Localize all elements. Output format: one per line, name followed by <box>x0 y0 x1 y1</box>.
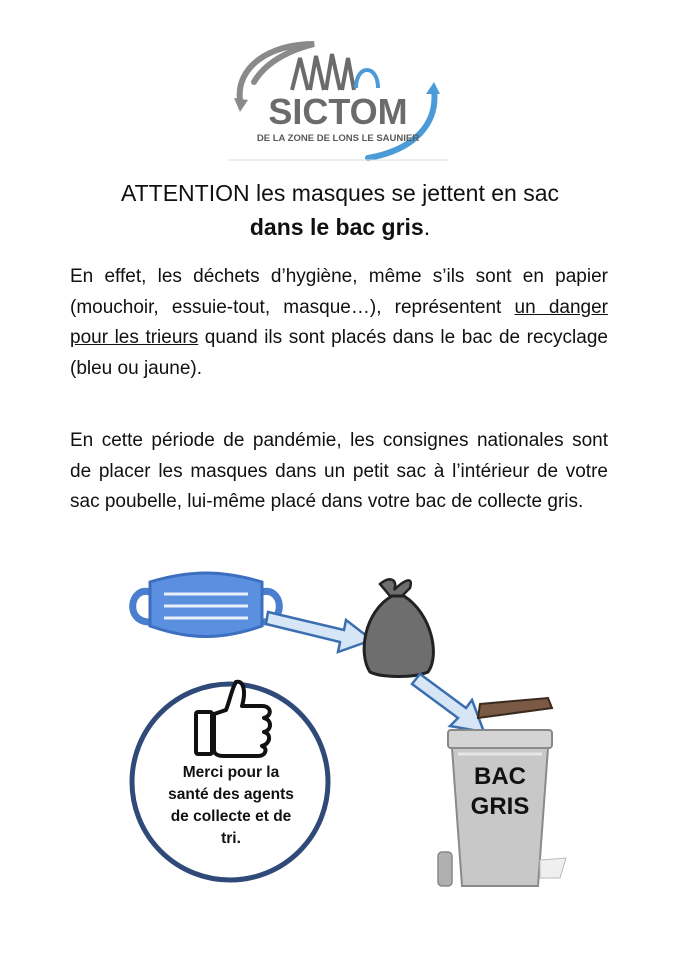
paragraph1-before: En effet, les déchets d’hygiène, même s’ils sont en papier (mouchoir, essuie-tout, masque…), représentent <box>70 266 608 318</box>
logo-graphic <box>228 38 448 162</box>
arrow-mask-to-bag-icon <box>266 612 372 652</box>
paragraph-hygiene-waste <box>70 262 608 384</box>
paragraph1-underlined: un danger pour les trieurs <box>70 296 609 348</box>
thanks-line-4: tri. <box>221 830 241 847</box>
bin-label-line-1: BAC <box>474 763 526 790</box>
bin-label-line-2: GRIS <box>470 793 530 820</box>
title-line-2 <box>40 210 640 244</box>
thanks-line-1: Merci pour la <box>182 764 280 781</box>
bin-label <box>452 762 548 822</box>
thanks-line-3: de collecte et de <box>170 808 292 825</box>
paragraph1-after: quand ils sont placés dans le bac de recyclage (bleu ou jaune). <box>70 327 608 379</box>
page-title <box>40 176 640 244</box>
arrow-bag-to-bin-icon <box>412 674 484 732</box>
logo-subtitle: DE LA ZONE DE LONS LE SAUNIER <box>256 133 420 144</box>
title-period: . <box>423 214 431 240</box>
sictom-logo <box>228 38 448 162</box>
title-line-1: ATTENTION les masques se jettent en sac <box>120 180 559 206</box>
illustration <box>0 560 679 960</box>
paragraph-pandemic-instructions: En cette période de pandémie, les consignes nationales sont de placer les masques dans un petit sac à l’intérieur de votre sac poubelle, lui-même placé dans votre bac de collecte gris. <box>70 430 608 512</box>
logo-name: SICTOM <box>268 91 408 132</box>
title-bold-part: dans le bac gris <box>249 214 424 240</box>
mask-icon <box>133 573 280 637</box>
garbage-bag-icon <box>364 579 433 676</box>
thanks-line-2: santé des agents <box>168 786 294 803</box>
thanks-message <box>148 762 314 850</box>
